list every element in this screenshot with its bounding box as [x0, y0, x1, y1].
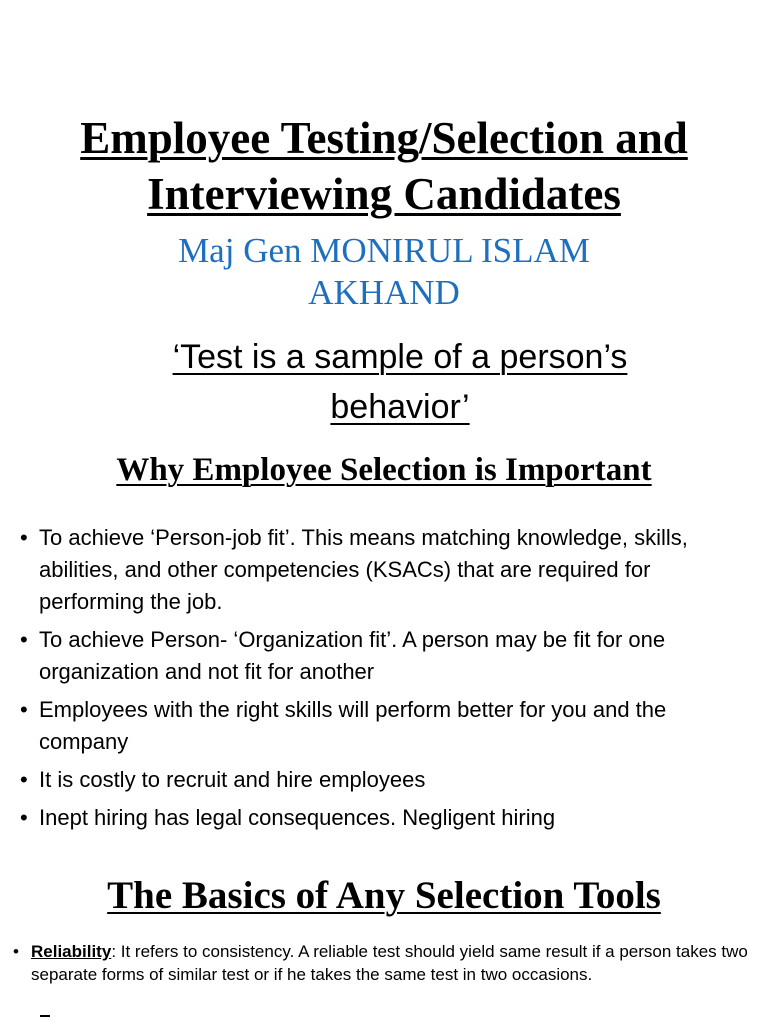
- list-item: [18, 624, 758, 688]
- list-item: [12, 940, 752, 986]
- bullet-icon: •: [20, 805, 28, 830]
- list-item: [18, 802, 758, 834]
- list-item: [18, 694, 758, 758]
- why-selection-list: [18, 522, 758, 840]
- bullet-icon: •: [20, 627, 28, 652]
- author-name: Maj Gen MONIRUL ISLAM AKHAND: [178, 231, 590, 312]
- list-item-text: Employees with the right skills will perform better for you and the company: [39, 697, 667, 754]
- list-item-text: Inept hiring has legal consequences. Negligent hiring: [39, 805, 556, 830]
- reliability-description: : It refers to consistency. A reliable test should yield same result if a person takes two separate forms of similar test or if he takes the same test in two occasions.: [31, 942, 748, 984]
- list-item: [18, 522, 758, 618]
- list-item: [18, 764, 758, 796]
- list-item-text: To achieve ‘Person-job fit’. This means matching knowledge, skills, abilities, and other competencies (KSACs) that are required for performing the job.: [39, 525, 688, 614]
- reliability-term: Reliability: [31, 942, 112, 961]
- list-item-text: It is costly to recruit and hire employees: [39, 767, 426, 792]
- bullet-icon: •: [20, 697, 28, 722]
- selection-tools-list: [12, 940, 752, 990]
- page-title: Employee Testing/Selection and Interviewing Candidates: [80, 113, 688, 219]
- list-item-text: To achieve Person- ‘Organization fit’. A person may be fit for one organization and not fit for another: [39, 627, 666, 684]
- why-selection-heading: Why Employee Selection is Important: [116, 452, 652, 488]
- bullet-icon: •: [13, 942, 19, 961]
- bullet-icon: •: [20, 525, 28, 550]
- sub-bullet-dash-icon: [40, 1015, 50, 1017]
- selection-tools-heading: The Basics of Any Selection Tools: [107, 874, 661, 917]
- bullet-icon: •: [20, 767, 28, 792]
- quote: ‘Test is a sample of a person’s behavior’: [172, 338, 628, 426]
